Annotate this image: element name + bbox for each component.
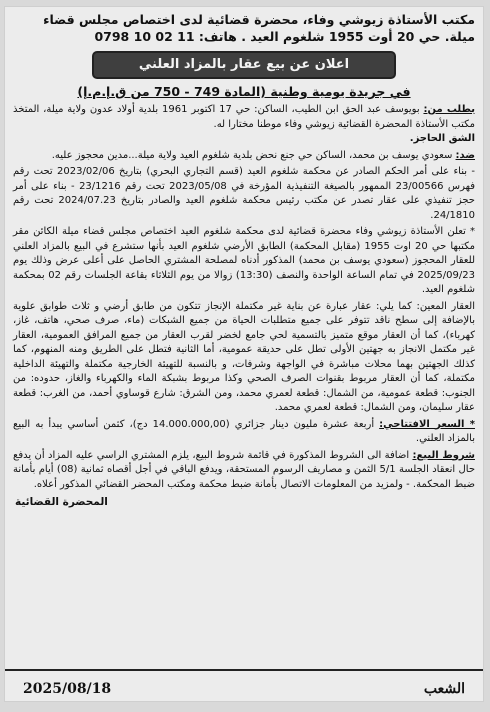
legal-basis-paragraph: - بناء على أمر الحكم الصادر عن محكمة شلغوم العيد (قسم التجاري البحري) بتاريخ 2023/02/06 تحت رقم فهرس 23/00566 الممهور بالصيغة التنفيذية المؤرخة في 2023/05/08 تحت رقم 23/1216 - بناء على أمر حجز تنفيذي على عقار تصدر عن مكتب رئيس محكمة شلغوم العيد والصادر بتاريخ 2024/07.23 تحت رقم 24/1810. [13, 166, 476, 221]
legal-notice-page [4, 6, 484, 702]
opening-price-text: أربعة عشرة مليون دينار جزائري (14.000.000,00 دج)، كثمن أساسي يبدأ به البيع بالمزاد العلني. [13, 418, 475, 444]
office-header-line-2: ميلة. حي 20 أوت 1955 شلغوم العيد . هاتف: 11 02 10 0798 [94, 29, 475, 44]
sale-conditions-label: شروط البيع: [412, 449, 475, 461]
property-description-paragraph: العقار المعين: كما يلي: عقار عبارة عن بناية غير مكتملة الإنجاز تتكون من طابق أرضي و ثلاث طوابق علوية بالإضافة إلى سطح ناقد تتوفر على جميع متطلبات الحياة من جميع الشبكات (ماء، صرف صحي، هاتف، غاز، كهرباء)، كما أن العقار موقع متميز بالتسمية لحي جامع لخضر لقرب العقار من جميع المرافق العمومية، العقار غير مكتمل الانجاز به جهتين الأولى تطل على حديقة عمومية، أما الثانية فتطل على الطريق ومنه المنهوم، كما كذلك الجهتين بهما محلات مباشرة في الواجهة وشرفات، و بالنسبة للتهيئة الخارجية مكتملة والتهيئة الداخلية مكتملة، كما أن العقار مربوط بقنوات الصرف الصحي وكذا مربوط بشبكة الماء والكهرباء والغاز، حدوده: من الجنوب: قطعة عمومية، من الشمال: قطعة لعمري محمد، ومن الشرق: شارع قوساوي أحمد، من الغرب: قطعة عقار سليمان، ومن الشمال: قطعة لعمري محمد. [13, 300, 475, 413]
sale-conditions-text: اضافة الى الشروط المذكورة في قائمة شروط البيع، يلزم المشتري الراسي عليه المزاد أن يدفع حال انعقاد الجلسة 5/1 الثمن و مصاريف الرسوم المستحقة، ويدفع الباقي في أجل أقصاه ثمانية (08) أيام بأمانة ضبط المحكمة. - ولمزيد من المعلومات الاتصال بأمانة ضبط محكمة ومكتب المحضر القضائي المذكور أعلاه. [13, 449, 476, 490]
auction-announcement-paragraph: * تعلن الأستاذة زيوشي وفاء محضرة قضائية لدى محكمة شلغوم العيد اختصاص مجلس قضاء ميلة الكائن مقر مكتبها حي 20 اوت 1955 (مقابل المحكمة) الطابق الأرضي شلغوم العيد بأنها ستشرع في البيع بالمزاد العلني للعقار المحجوز (سعودي يوسف بن محمد) المذكور أدناه لمصلحة المشتري الحاصل على أعلى عرض وذلك يوم 2025/09/23 في تمام الساعة الواحدة والنصف (13:30) زوالا من يوم الثلاثاء بقاعة الجلسات رقم 02 بمحكمة شلغوم العيد. [13, 226, 475, 295]
debtor-text: سعودي يوسف بن محمد، الساكن حي جنع نحض بلدية شلغوم العيد ولاية ميلة...مدين محجوز عليه. [51, 149, 456, 161]
opening-price-paragraph [13, 418, 475, 447]
publication-date: 2025/08/18 [23, 681, 112, 697]
notice-title-banner: اعلان عن بيع عقار بالمزاد العلني [92, 51, 396, 79]
requester-paragraph [13, 103, 475, 147]
requester-label: بطلب من: [423, 104, 475, 115]
notice-subtitle: في جريدة يومية وطنية (المادة 749 - 750 من ق.إ.م.إ) [77, 84, 411, 99]
office-header [5, 7, 483, 45]
newspaper-name: الشعب [423, 681, 465, 697]
debtor-paragraph [13, 149, 475, 164]
opening-price-label: * السعر الافتتاحي: [379, 418, 475, 430]
office-header-line-1: مكتب الأستاذة زيوشي وفاء، محضرة قضائية لدى اختصاص مجلس قضاء [43, 12, 475, 27]
newspaper-footer [5, 669, 483, 697]
notice-body [5, 99, 483, 492]
debtor-label: ضد: [455, 149, 475, 161]
requester-text: بويوسف عبد الحق ابن الطيب، الساكن: حي 17 اكتوبر 1961 بلدية أولاد عدون ولاية ميلة، المتخذ مكتب الأستاذة المحضرة القضائية زيوشي وفاء موطنا مختارا له. [13, 104, 475, 130]
sale-conditions-paragraph [13, 449, 475, 493]
requester-role: الشق الحاجز. [409, 133, 475, 144]
bailiff-signature: المحضرة القضائية [15, 496, 108, 508]
